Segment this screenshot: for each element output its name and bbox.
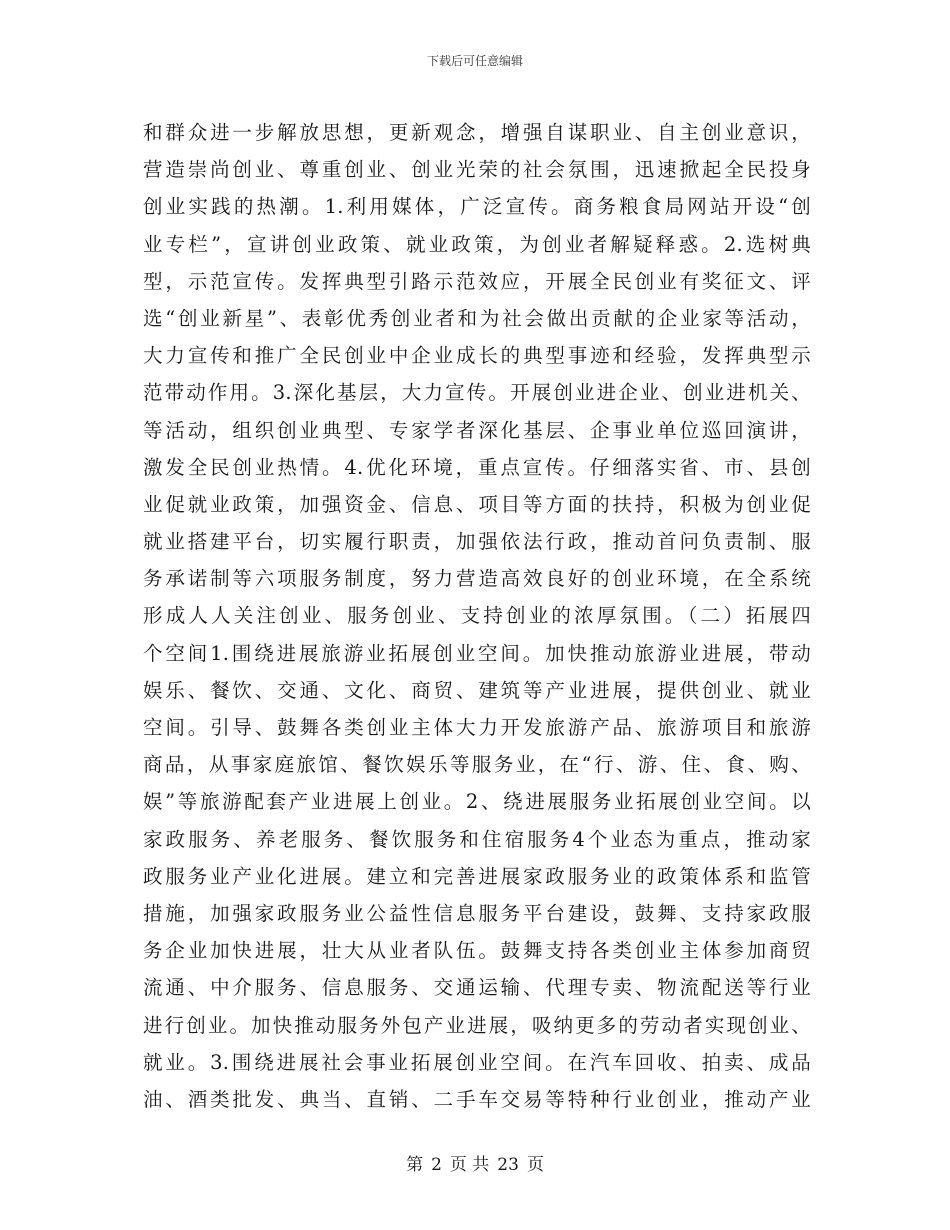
footer-prefix: 第 bbox=[406, 1155, 424, 1175]
document-body bbox=[143, 114, 811, 1118]
current-page-number: 2 bbox=[431, 1155, 442, 1175]
body-line: 激发全民创业热情。4.优化环境，重点宣传。仔细落实省、市、县创 bbox=[143, 455, 811, 479]
footer-middle: 页 共 bbox=[449, 1155, 490, 1175]
body-line: 流通、中介服务、信息服务、交通运输、代理专卖、物流配送等行业 bbox=[143, 976, 811, 1000]
body-line: 务企业加快进展，壮大从业者队伍。鼓舞支持各类创业主体参加商贸 bbox=[143, 939, 811, 963]
body-line: 等活动，组织创业典型、专家学者深化基层、企事业单位巡回演讲， bbox=[143, 418, 811, 442]
body-line: 业专栏”，宣讲创业政策、就业政策，为创业者解疑释惑。2.选树典 bbox=[143, 232, 811, 256]
body-line: 娱”等旅游配套产业进展上创业。2、绕进展服务业拓展创业空间。以 bbox=[143, 790, 811, 814]
body-line: 大力宣传和推广全民创业中企业成长的典型事迹和经验，发挥典型示 bbox=[143, 344, 811, 368]
body-line: 进行创业。加快推动服务外包产业进展，吸纳更多的劳动者实现创业、 bbox=[143, 1013, 811, 1037]
body-line: 范带动作用。3.深化基层，大力宣传。开展创业进企业、创业进机关、 bbox=[143, 381, 811, 405]
body-line: 选“创业新星”、表彰优秀创业者和为社会做出贡献的企业家等活动， bbox=[143, 306, 811, 330]
total-page-count: 23 bbox=[497, 1155, 519, 1175]
page-header-note: 下载后可任意编辑 bbox=[426, 54, 523, 68]
body-line: 政服务业产业化进展。建立和完善进展家政服务业的政策体系和监管 bbox=[143, 864, 811, 888]
footer-suffix: 页 bbox=[526, 1155, 544, 1175]
body-line: 空间。引导、鼓舞各类创业主体大力开发旅游产品、旅游项目和旅游 bbox=[143, 716, 811, 739]
body-line: 务承诺制等六项服务制度，努力营造高效良好的创业环境，在全系统 bbox=[143, 567, 811, 591]
body-line: 型，示范宣传。发挥典型引路示范效应，开展全民创业有奖征文、评 bbox=[143, 269, 811, 293]
body-line: 营造崇尚创业、尊重创业、创业光荣的社会氛围，迅速掀起全民投身 bbox=[143, 158, 811, 182]
body-line: 和群众进一步解放思想，更新观念，增强自谋职业、自主创业意识， bbox=[143, 121, 811, 144]
body-line: 创业实践的热潮。1.利用媒体，广泛宣传。商务粮食局网站开设“创 bbox=[143, 195, 811, 219]
body-line: 娱乐、餐饮、交通、文化、商贸、建筑等产业进展，提供创业、就业 bbox=[143, 678, 811, 702]
body-line: 形成人人关注创业、服务创业、支持创业的浓厚氛围。（二）拓展四 bbox=[143, 604, 811, 628]
body-line: 措施，加强家政服务业公益性信息服务平台建设，鼓舞、支持家政服 bbox=[143, 901, 811, 925]
body-line: 商品，从事家庭旅馆、餐饮娱乐等服务业，在“行、游、住、食、购、 bbox=[143, 753, 811, 777]
body-line: 油、酒类批发、典当、直销、二手车交易等特种行业创业，推动产业 bbox=[143, 1087, 811, 1111]
body-line: 个空间1.围绕进展旅游业拓展创业空间。加快推动旅游业进展，带动 bbox=[143, 641, 811, 665]
body-line: 就业。3.围绕进展社会事业拓展创业空间。在汽车回收、拍卖、成品 bbox=[143, 1050, 811, 1074]
body-line: 业促就业政策，加强资金、信息、项目等方面的扶持，积极为创业促 bbox=[143, 492, 811, 516]
body-line: 家政服务、养老服务、餐饮服务和住宿服务4个业态为重点，推动家 bbox=[143, 827, 811, 851]
page-footer bbox=[0, 1150, 950, 1175]
body-line: 就业搭建平台，切实履行职责，加强依法行政，推动首问负责制、服 bbox=[143, 530, 811, 554]
